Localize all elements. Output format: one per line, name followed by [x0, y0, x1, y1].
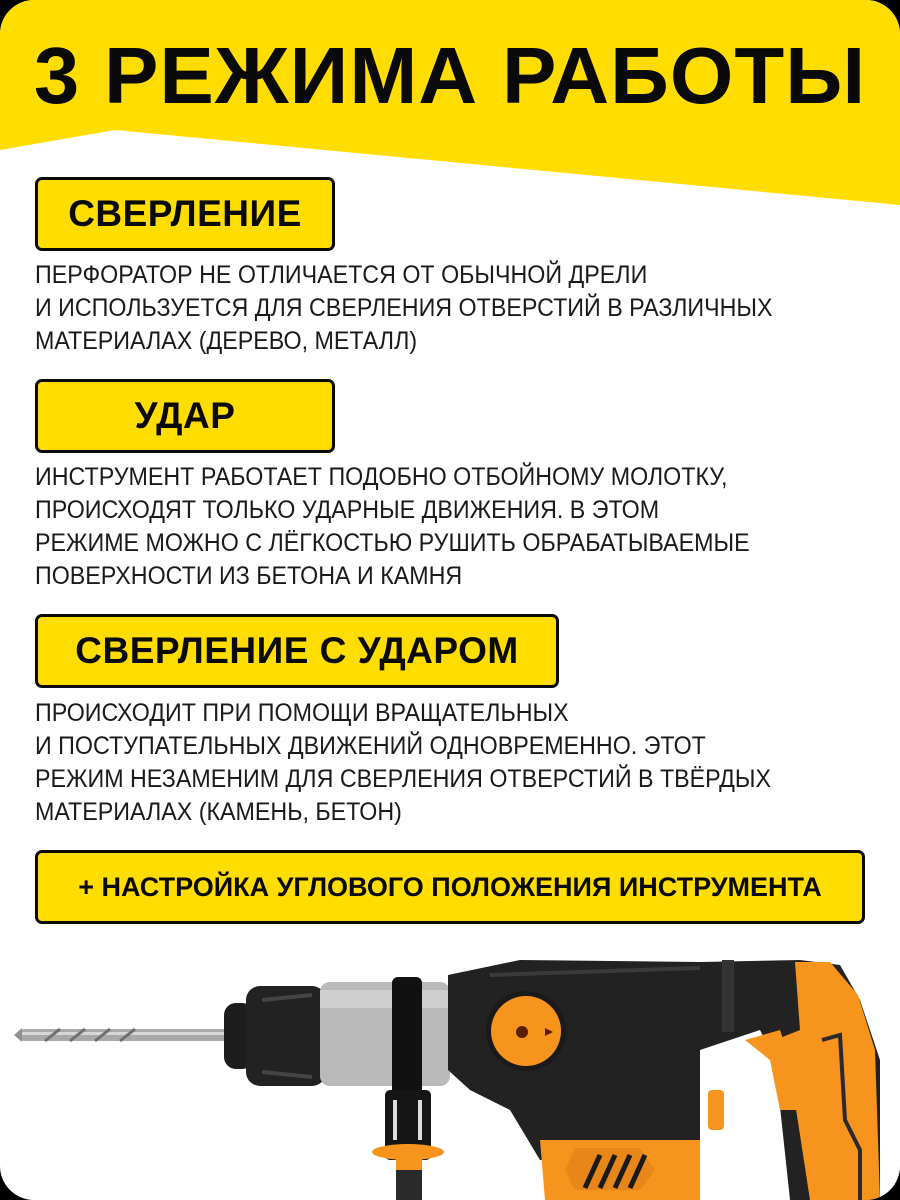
description-line: МАТЕРИАЛАХ (ДЕРЕВО, МЕТАЛЛ)	[35, 327, 418, 355]
description-line: РЕЖИМЕ МОЖНО С ЛЁГКОСТЬЮ РУШИТЬ ОБРАБАТЫВАЕМЫЕ	[35, 529, 750, 557]
mode-label-hammer-drilling: СВЕРЛЕНИЕ С УДАРОМ	[35, 614, 559, 688]
description-line: И ПОСТУПАТЕЛЬНЫХ ДВИЖЕНИЙ ОДНОВРЕМЕННО. ЭТОТ	[35, 732, 706, 760]
mode-label-drilling: СВЕРЛЕНИЕ	[35, 177, 335, 251]
page-title: 3 РЕЖИМА РАБОТЫ	[33, 31, 867, 120]
description-line: МАТЕРИАЛАХ (КАМЕНЬ, БЕТОН)	[35, 798, 402, 826]
extra-feature-label: + НАСТРОЙКА УГЛОВОГО ПОЛОЖЕНИЯ ИНСТРУМЕНТА	[35, 850, 865, 924]
mode-description-drilling	[35, 259, 875, 358]
description-line: ПЕРФОРАТОР НЕ ОТЛИЧАЕТСЯ ОТ ОБЫЧНОЙ ДРЕЛИ	[35, 261, 648, 289]
description-line: РЕЖИМ НЕЗАМЕНИМ ДЛЯ СВЕРЛЕНИЯ ОТВЕРСТИЙ В ТВЁРДЫХ	[35, 765, 771, 793]
description-line: ПРОИСХОДИТ ПРИ ПОМОЩИ ВРАЩАТЕЛЬНЫХ	[35, 699, 569, 727]
drill-bit-icon	[14, 1028, 230, 1042]
mode-label-impact: УДАР	[35, 379, 335, 453]
hammer-drill-image	[0, 930, 900, 1200]
mode-description-impact	[35, 461, 875, 593]
mode-description-hammer-drilling	[35, 697, 875, 829]
description-line: ПОВЕРХНОСТИ ИЗ БЕТОНА И КАМНЯ	[35, 562, 463, 590]
description-line: ИНСТРУМЕНТ РАБОТАЕТ ПОДОБНО ОТБОЙНОМУ МОЛОТКУ,	[35, 463, 728, 491]
description-line: ПРОИСХОДЯТ ТОЛЬКО УДАРНЫЕ ДВИЖЕНИЯ. В ЭТОМ	[35, 496, 660, 524]
description-line: И ИСПОЛЬЗУЕТСЯ ДЛЯ СВЕРЛЕНИЯ ОТВЕРСТИЙ В РАЗЛИЧНЫХ	[35, 294, 773, 322]
